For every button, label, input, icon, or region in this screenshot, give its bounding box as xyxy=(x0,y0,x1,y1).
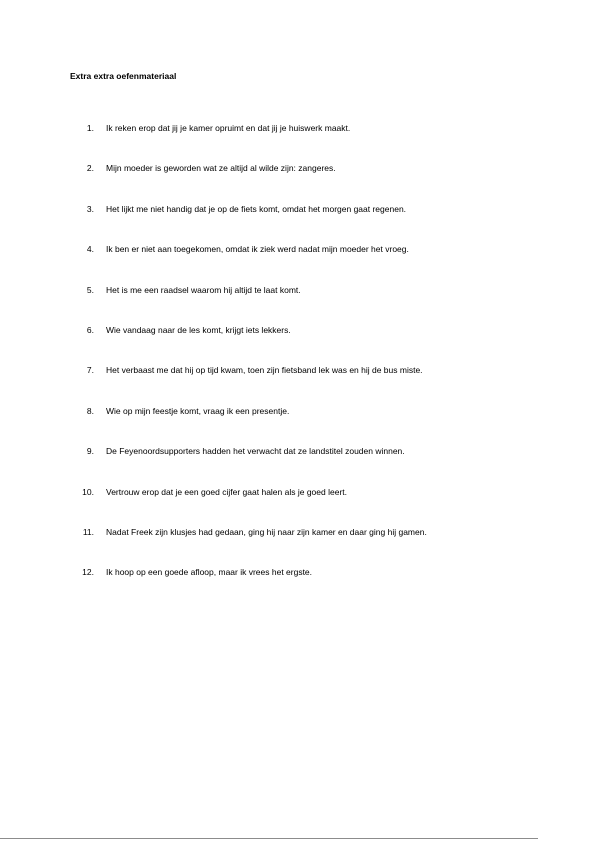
item-number: 7. xyxy=(86,365,94,376)
exercise-item-2 xyxy=(70,162,550,202)
item-number: 4. xyxy=(86,244,94,255)
item-text: Het is me een raadsel waarom hij altijd te laat komt. xyxy=(106,284,301,295)
item-number: 8. xyxy=(86,405,94,416)
item-text: Het verbaast me dat hij op tijd kwam, toen zijn fietsband lek was en hij de bus miste. xyxy=(106,365,423,376)
item-number: 11. xyxy=(82,526,94,537)
item-number: 9. xyxy=(86,446,94,457)
item-text: Wie vandaag naar de les komt, krijgt iets lekkers. xyxy=(106,324,291,335)
exercise-item-10 xyxy=(70,486,550,526)
exercise-item-4 xyxy=(70,243,550,283)
exercise-item-1 xyxy=(70,122,550,162)
item-number: 10. xyxy=(82,486,94,497)
exercise-item-3 xyxy=(70,203,550,243)
item-number: 1. xyxy=(86,123,94,133)
item-text: Het lijkt me niet handig dat je op de fiets komt, omdat het morgen gaat regenen. xyxy=(106,203,407,214)
exercise-item-7 xyxy=(70,364,550,404)
item-text: Ik reken erop dat jij je kamer opruimt en dat jij je huiswerk maakt. xyxy=(106,123,351,133)
item-text: Mijn moeder is geworden wat ze altijd al wilde zijn: zangeres. xyxy=(106,163,336,174)
exercise-item-11 xyxy=(70,526,550,566)
item-number: 2. xyxy=(86,163,94,174)
item-text: Nadat Freek zijn klusjes had gedaan, ging hij naar zijn kamer en daar ging hij gamen. xyxy=(106,526,427,537)
exercise-item-9 xyxy=(70,445,550,485)
footer-divider xyxy=(0,838,538,839)
exercise-item-6 xyxy=(70,324,550,364)
item-text: De Feyenoordsupporters hadden het verwacht dat ze landstitel zouden winnen. xyxy=(106,446,405,457)
item-text: Ik ben er niet aan toegekomen, omdat ik ziek werd nadat mijn moeder het vroeg. xyxy=(106,244,409,255)
exercise-item-5 xyxy=(70,284,550,324)
item-text: Wie op mijn feestje komt, vraag ik een presentje. xyxy=(106,405,290,416)
item-number: 5. xyxy=(86,284,94,295)
item-number: 6. xyxy=(86,324,94,335)
item-number: 3. xyxy=(86,203,94,214)
item-text: Vertrouw erop dat je een goed cijfer gaat halen als je goed leert. xyxy=(106,486,347,497)
item-number: 12. xyxy=(82,567,94,578)
exercise-item-8 xyxy=(70,405,550,445)
item-text: Ik hoop op een goede afloop, maar ik vrees het ergste. xyxy=(106,567,313,578)
exercise-list xyxy=(70,122,550,607)
page-title: Extra extra oefenmateriaal xyxy=(70,71,177,81)
exercise-item-12 xyxy=(70,566,550,606)
